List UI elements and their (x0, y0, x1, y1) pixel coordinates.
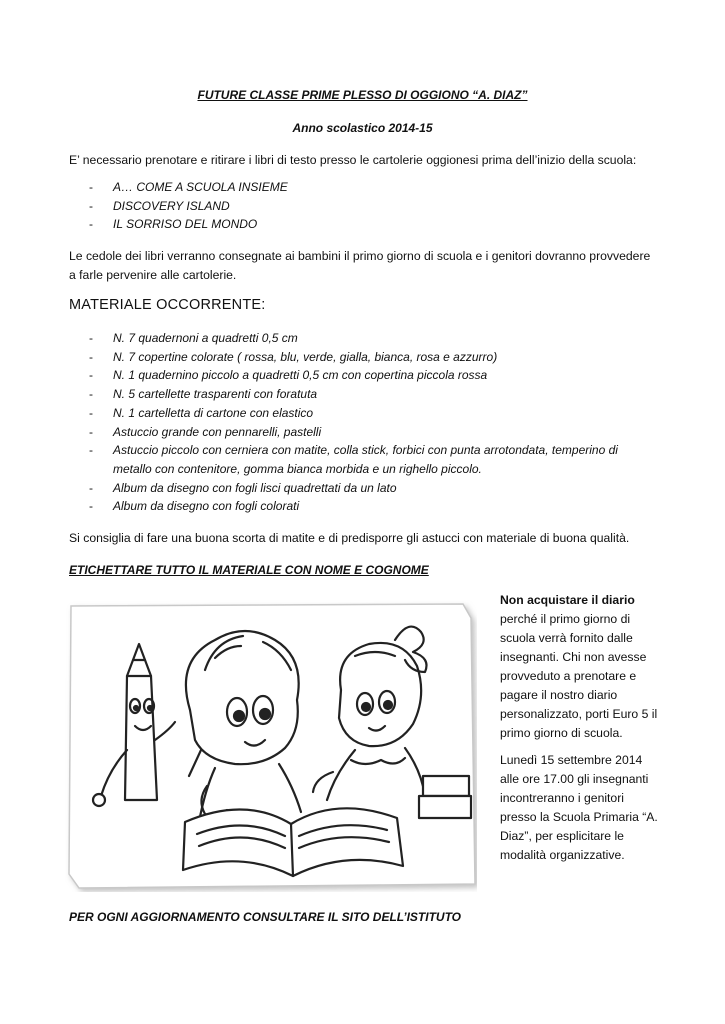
list-item: - N. 1 quadernino piccolo a quadretti 0,5 cm con copertina piccola rossa (89, 366, 659, 385)
materials-heading: MATERIALE OCCORRENTE: (69, 297, 266, 313)
final-notice: PER OGNI AGGIORNAMENTO CONSULTARE IL SITO DELL’ISTITUTO (69, 910, 462, 924)
document-title: FUTURE CLASSE PRIME PLESSO DI OGGIONO “A. DIAZ” (197, 88, 528, 102)
list-item: - N. 1 cartelletta di cartone con elastico (89, 404, 659, 423)
book-list (89, 178, 659, 234)
stacked-books-icon (419, 776, 471, 818)
list-item: - A… COME A SCUOLA INSIEME (89, 178, 659, 197)
meeting-notice: Lunedì 15 settembre 2014 alle ore 17.00 gli insegnanti incontreranno i genitori presso la Scuola Primaria “A. Diaz”, per esplicitare le modalità organizzative. (500, 753, 658, 862)
list-item: - Astuccio grande con pennarelli, pastelli (89, 423, 659, 442)
diary-notice (500, 591, 660, 743)
materials-list (89, 329, 659, 516)
advice-paragraph: Si consiglia di fare una buona scorta di matite e di predisporre gli astucci con materiale di buona qualità. (69, 531, 630, 545)
intro-paragraph: E’ necessario prenotare e ritirare i libri di testo presso le cartolerie oggionesi prima dell’inizio della scuola: (69, 153, 637, 167)
cedole-paragraph: Le cedole dei libri verranno consegnate ai bambini il primo giorno di scuola e i genitori dovranno provvedere a farle pervenire alle cartolerie. (69, 249, 651, 282)
list-item: - N. 7 quadernoni a quadretti 0,5 cm (89, 329, 659, 348)
list-item: - Album da disegno con fogli lisci quadrettati da un lato (89, 479, 659, 498)
list-item: - Album da disegno con fogli colorati (89, 497, 659, 516)
list-item: - N. 5 cartellette trasparenti con foratuta (89, 385, 659, 404)
list-item: - N. 7 copertine colorate ( rossa, blu, verde, gialla, bianca, rosa e azzurro) (89, 348, 659, 367)
diary-notice-lead: Non acquistare il diario (500, 593, 635, 607)
label-notice: ETICHETTARE TUTTO IL MATERIALE CON NOME E COGNOME (69, 563, 429, 577)
children-reading-illustration (65, 600, 477, 892)
diary-notice-text: perché il primo giorno di scuola verrà fornito dalle insegnanti. Chi non avesse provveduto a prenotare e pagare il nostro diario personalizzato, porti Euro 5 il primo giorno di scuola. (500, 612, 658, 740)
list-item: - DISCOVERY ISLAND (89, 197, 659, 216)
school-year: Anno scolastico 2014-15 (292, 121, 433, 135)
list-item: - Astuccio piccolo con cerniera con matite, colla stick, forbici con punta arrotondata, temperino di metallo con contenitore, gomma bianca morbida e un righello piccolo. (89, 441, 659, 478)
list-item: - IL SORRISO DEL MONDO (89, 215, 659, 234)
